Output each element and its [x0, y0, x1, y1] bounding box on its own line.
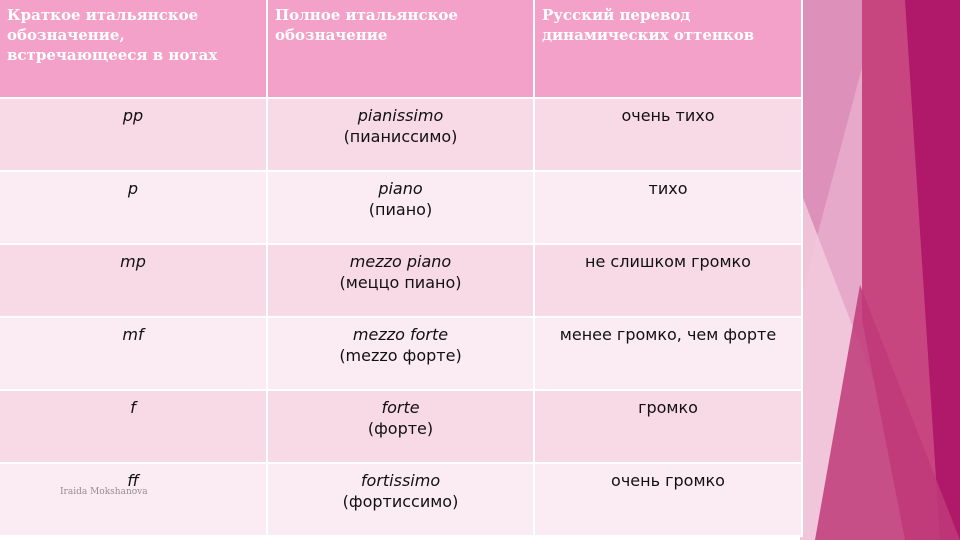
translation-cell: громко: [534, 390, 802, 463]
abbr-text: ff: [127, 471, 139, 490]
russian-transliteration: (фортиссимо): [342, 492, 459, 511]
italian-term: piano: [378, 179, 423, 198]
translation-cell: очень громко: [534, 463, 802, 536]
abbr-text: pp: [122, 106, 144, 125]
header-full-notation: Полное итальянское обозначение: [267, 0, 534, 98]
table-row: [0, 390, 802, 463]
italian-term: mezzo piano: [349, 252, 452, 271]
italian-term: fortissimo: [360, 471, 441, 490]
russian-transliteration: (пианиссимо): [343, 127, 458, 146]
translation-cell: тихо: [534, 171, 802, 244]
header-short-notation: Краткое итальянское обозначение, встречающееся в нотах: [0, 0, 267, 98]
italian-term: pianissimo: [357, 106, 444, 125]
abbr-text: f: [130, 398, 136, 417]
italian-term: mezzo forte: [352, 325, 449, 344]
translation-cell: менее громко, чем форте: [534, 317, 802, 390]
abbr-cell: [0, 171, 267, 244]
table-row: [0, 317, 802, 390]
full-name-cell: [267, 244, 534, 317]
abbr-cell: [0, 390, 267, 463]
abbr-text: p: [127, 179, 139, 198]
translation-cell: очень тихо: [534, 98, 802, 171]
table-row: [0, 98, 802, 171]
table-row: [0, 463, 802, 536]
abbr-text: mp: [120, 252, 146, 271]
table-row: [0, 171, 802, 244]
full-name-cell: [267, 390, 534, 463]
russian-transliteration: (форте): [367, 419, 434, 438]
russian-transliteration: (mezzo форте): [339, 346, 462, 365]
author-watermark: Iraida Mokshanova: [60, 487, 148, 497]
abbr-cell: [0, 244, 267, 317]
russian-transliteration: (пиано): [368, 200, 433, 219]
abbr-text: mf: [122, 325, 144, 344]
italian-term: forte: [381, 398, 420, 417]
full-name-cell: [267, 463, 534, 536]
abbr-cell: [0, 317, 267, 390]
table-header-row: [0, 0, 802, 98]
table-row: [0, 244, 802, 317]
translation-cell: не слишком громко: [534, 244, 802, 317]
abbr-cell: [0, 463, 267, 536]
abbr-cell: [0, 98, 267, 171]
header-russian-translation: Русский перевод динамических оттенков: [534, 0, 802, 98]
russian-transliteration: (меццо пиано): [339, 273, 462, 292]
full-name-cell: [267, 317, 534, 390]
full-name-cell: [267, 98, 534, 171]
full-name-cell: [267, 171, 534, 244]
